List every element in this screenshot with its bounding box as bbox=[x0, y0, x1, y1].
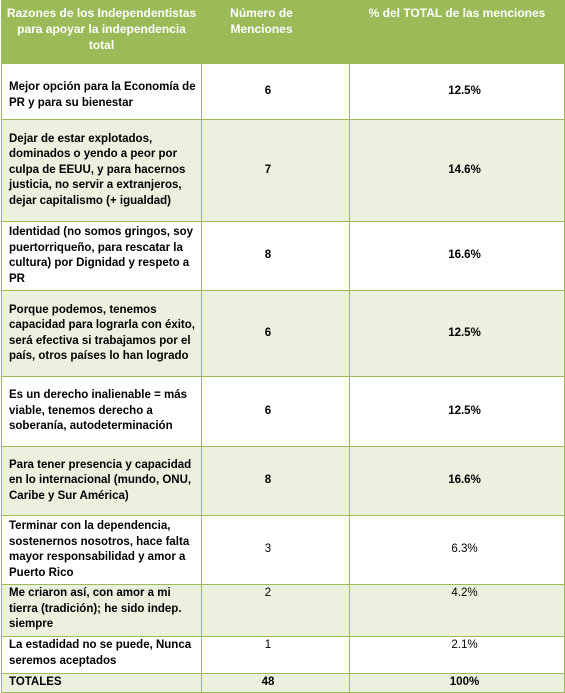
percent-cell: 16.6% bbox=[350, 222, 565, 291]
table-row bbox=[2, 64, 565, 120]
reason-cell: Porque podemos, tenemos capacidad para lograrla con éxito, será efectiva si trabajamos por el país, otros países lo han logrado bbox=[2, 291, 202, 377]
count-cell: 1 bbox=[202, 637, 350, 674]
reason-cell: Identidad (no somos gringos, soy puertorriqueño, para rescatar la cultura) por Dignidad y respeto a PR bbox=[2, 222, 202, 291]
percent-cell: 2.1% bbox=[350, 637, 565, 674]
count-cell: 6 bbox=[202, 64, 350, 120]
percent-cell: 16.6% bbox=[350, 447, 565, 516]
table-row bbox=[2, 447, 565, 516]
header-percent: % del TOTAL de las menciones bbox=[350, 1, 565, 64]
count-cell: 2 bbox=[202, 585, 350, 637]
reason-cell: Para tener presencia y capacidad en lo internacional (mundo, ONU, Caribe y Sur América) bbox=[2, 447, 202, 516]
reason-cell: Me criaron así, con amor a mi tierra (tradición); he sido indep. siempre bbox=[2, 585, 202, 637]
percent-cell: 12.5% bbox=[350, 291, 565, 377]
percent-cell: 12.5% bbox=[350, 377, 565, 447]
table-row bbox=[2, 291, 565, 377]
totals-count: 48 bbox=[202, 674, 350, 693]
reason-cell: Es un derecho inalienable = más viable, tenemos derecho a soberanía, autodeterminación bbox=[2, 377, 202, 447]
header-reason: Razones de los Independentistas para apoyar la independencia total bbox=[2, 1, 202, 64]
reason-cell: Terminar con la dependencia, sostenernos nosotros, hace falta mayor responsabilidad y amor a Puerto Rico bbox=[2, 516, 202, 585]
count-cell: 3 bbox=[202, 516, 350, 585]
percent-cell: 12.5% bbox=[350, 64, 565, 120]
count-cell: 6 bbox=[202, 291, 350, 377]
table-row bbox=[2, 585, 565, 637]
totals-percent: 100% bbox=[350, 674, 565, 693]
percent-cell: 14.6% bbox=[350, 120, 565, 222]
reason-cell: Mejor opción para la Economía de PR y para su bienestar bbox=[2, 64, 202, 120]
count-cell: 8 bbox=[202, 447, 350, 516]
table-row bbox=[2, 377, 565, 447]
count-cell: 8 bbox=[202, 222, 350, 291]
count-cell: 7 bbox=[202, 120, 350, 222]
percent-cell: 4.2% bbox=[350, 585, 565, 637]
header-row bbox=[2, 1, 565, 64]
table-row bbox=[2, 120, 565, 222]
table-row bbox=[2, 222, 565, 291]
totals-row bbox=[2, 674, 565, 693]
mentions-table bbox=[1, 0, 565, 693]
table-row bbox=[2, 637, 565, 674]
totals-label: TOTALES bbox=[2, 674, 202, 693]
percent-cell: 6.3% bbox=[350, 516, 565, 585]
reason-cell: La estadidad no se puede, Nunca seremos aceptados bbox=[2, 637, 202, 674]
count-cell: 6 bbox=[202, 377, 350, 447]
reason-cell: Dejar de estar explotados, dominados o yendo a peor por culpa de EEUU, y para hacernos justicia, no servir a extranjeros, dejar capitalismo (+ igualdad) bbox=[2, 120, 202, 222]
header-count: Número de Menciones bbox=[202, 1, 350, 64]
table-row bbox=[2, 516, 565, 585]
